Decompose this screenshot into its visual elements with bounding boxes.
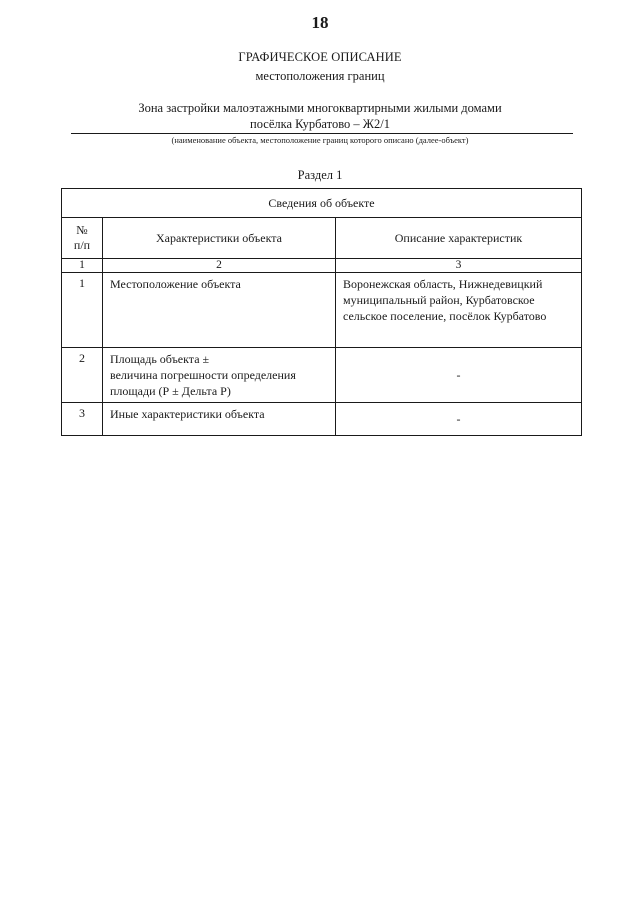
header-characteristics: Характеристики объекта — [103, 218, 336, 259]
table-row — [62, 348, 582, 403]
object-name-line2: посёлка Курбатово – Ж2/1 — [250, 117, 390, 131]
row-description: Воронежская область, Нижнедевицкий муниципальный район, Курбатовское сельское поселение, посёлок Курбатово — [336, 273, 582, 348]
row-characteristic-line2: величина погрешности определения площади (Р ± Дельта Р) — [110, 368, 296, 398]
table-index-row — [62, 259, 582, 273]
row-number: 1 — [62, 273, 103, 348]
section-title: Раздел 1 — [297, 168, 343, 182]
header-description: Описание характеристик — [336, 218, 582, 259]
row-description: - — [336, 403, 582, 436]
document-title: ГРАФИЧЕСКОЕ ОПИСАНИЕ — [238, 50, 402, 64]
row-characteristic: Местоположение объекта — [103, 273, 336, 348]
row-characteristic: Иные характеристики объекта — [103, 403, 336, 436]
table-row — [62, 273, 582, 348]
table-row — [62, 403, 582, 436]
header-number — [62, 218, 103, 259]
row-description: - — [336, 348, 582, 403]
row-number: 3 — [62, 403, 103, 436]
index-cell-3: 3 — [336, 259, 582, 273]
page-number: 18 — [311, 13, 329, 32]
table-caption: Сведения об объекте — [62, 189, 582, 218]
table-caption-row — [62, 189, 582, 218]
header-number-line2: п/п — [73, 238, 91, 252]
table-header-row — [62, 218, 582, 259]
object-name-line1: Зона застройки малоэтажными многоквартирными жилыми домами — [138, 101, 502, 115]
row-number: 2 — [62, 348, 103, 403]
document-subtitle: местоположения границ — [255, 69, 385, 83]
object-caption: (наименование объекта, местоположение границ которого описано (далее-объект) — [171, 135, 469, 145]
row-characteristic-line1: Площадь объекта ± — [110, 352, 210, 366]
index-cell-2: 2 — [103, 259, 336, 273]
object-name-underline — [71, 133, 573, 134]
object-name — [70, 100, 570, 132]
index-cell-1: 1 — [62, 259, 103, 273]
object-info-table — [61, 188, 582, 436]
header-number-line1: № — [76, 223, 88, 237]
row-characteristic — [103, 348, 336, 403]
